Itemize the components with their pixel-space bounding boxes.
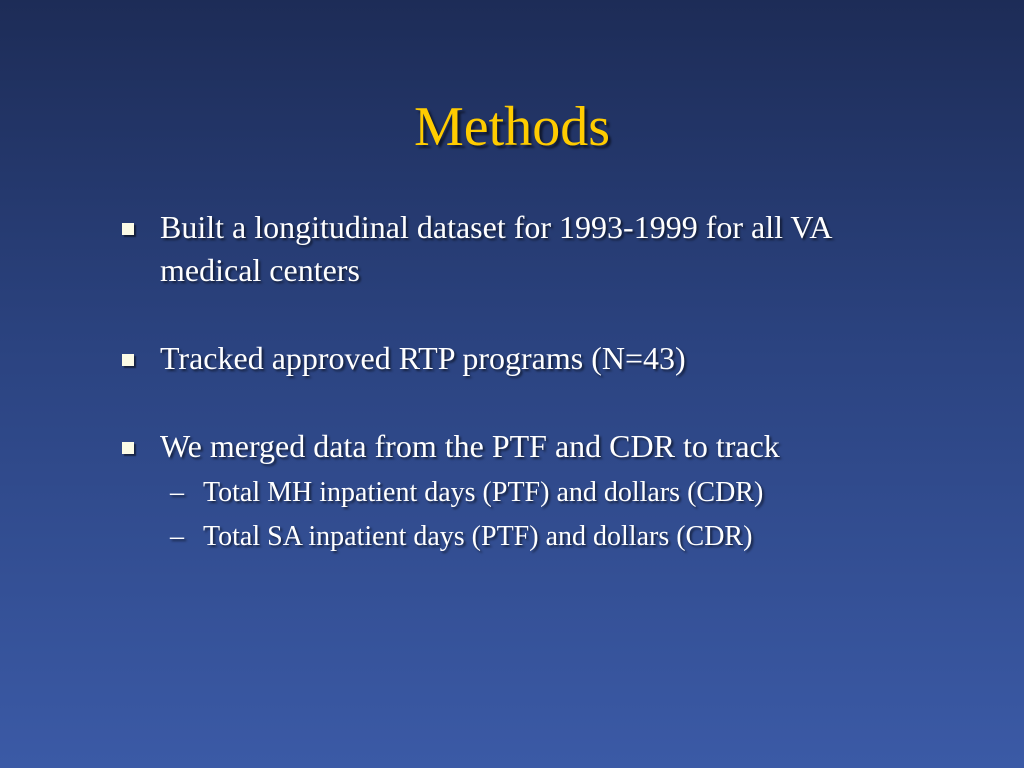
dash-marker: – bbox=[170, 477, 184, 508]
sub-bullet-item-2 bbox=[170, 520, 910, 554]
square-bullet-icon bbox=[122, 223, 134, 235]
bullet-text-1: Built a longitudinal dataset for 1993-1999 for all VA medical centers bbox=[160, 209, 831, 288]
sub-bullet-item-1 bbox=[170, 476, 910, 510]
bullet-text-2: Tracked approved RTP programs (N=43) bbox=[160, 340, 686, 376]
dash-marker: – bbox=[170, 521, 184, 552]
bullet-text-3: We merged data from the PTF and CDR to track bbox=[160, 428, 780, 464]
bullet-list bbox=[120, 206, 910, 564]
slide-title: Methods bbox=[414, 96, 610, 158]
bullet-item-1 bbox=[120, 206, 910, 292]
bullet-item-2 bbox=[120, 337, 910, 380]
square-bullet-icon bbox=[122, 354, 134, 366]
bullet-item-3 bbox=[120, 425, 910, 468]
sub-bullet-list bbox=[120, 476, 910, 554]
sub-bullet-text-2: Total SA inpatient days (PTF) and dollars (CDR) bbox=[203, 521, 753, 552]
square-bullet-icon bbox=[122, 442, 134, 454]
sub-bullet-text-1: Total MH inpatient days (PTF) and dollars (CDR) bbox=[203, 477, 764, 508]
